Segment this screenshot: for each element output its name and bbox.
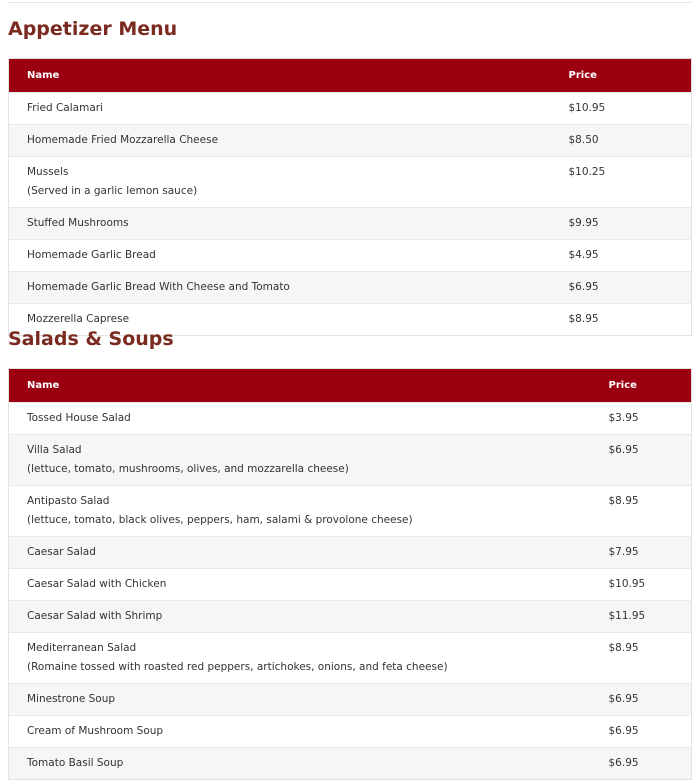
item-name-cell — [9, 208, 551, 240]
menu-item-row — [9, 240, 692, 272]
item-price: $6.95 — [591, 748, 692, 780]
item-price: $8.50 — [551, 125, 692, 157]
item-name: Mediterranean Salad — [27, 642, 137, 654]
item-name: Minestrone Soup — [27, 693, 116, 705]
item-name-cell — [9, 716, 591, 748]
item-price: $9.95 — [551, 208, 692, 240]
menu-item-row — [9, 208, 692, 240]
item-name-cell — [9, 569, 591, 601]
item-name-cell — [9, 486, 591, 537]
item-name-cell — [9, 633, 591, 684]
item-name-cell — [9, 748, 591, 780]
item-name-cell — [9, 272, 551, 304]
menu-item-row — [9, 157, 692, 208]
item-name: Tossed House Salad — [27, 412, 131, 424]
item-name-cell — [9, 403, 591, 435]
item-price: $6.95 — [591, 435, 692, 486]
item-price: $8.95 — [591, 633, 692, 684]
item-name: Cream of Mushroom Soup — [27, 725, 164, 737]
appetizer-menu-section — [8, 18, 692, 336]
item-name-cell — [9, 601, 591, 633]
item-name: Villa Salad — [27, 444, 82, 456]
menu-item-row — [9, 716, 692, 748]
item-price: $4.95 — [551, 240, 692, 272]
item-name: Fried Calamari — [27, 102, 103, 114]
item-description: (lettuce, tomato, black olives, peppers, ham, salami & provolone cheese) — [27, 514, 413, 526]
item-name-cell — [9, 240, 551, 272]
item-name: Caesar Salad with Shrimp — [27, 610, 163, 622]
column-header-name: Name — [27, 380, 60, 391]
menu-item-row — [9, 486, 692, 537]
salads-soups-section — [8, 328, 692, 780]
section-title: Appetizer Menu — [8, 18, 178, 40]
table-header-row — [9, 369, 692, 403]
menu-item-row — [9, 569, 692, 601]
item-name: Mozzerella Caprese — [27, 313, 130, 325]
item-price: $3.95 — [591, 403, 692, 435]
item-name-cell — [9, 125, 551, 157]
menu-item-row — [9, 93, 692, 125]
menu-item-row — [9, 601, 692, 633]
column-header-price: Price — [608, 380, 637, 391]
item-name: Homemade Garlic Bread — [27, 249, 156, 261]
item-name-cell — [9, 157, 551, 208]
table-header-row — [9, 59, 692, 93]
item-name-cell — [9, 435, 591, 486]
item-price: $8.95 — [591, 486, 692, 537]
item-price: $10.25 — [551, 157, 692, 208]
item-name-cell — [9, 93, 551, 125]
item-price: $10.95 — [551, 93, 692, 125]
column-header-name: Name — [27, 70, 60, 81]
item-name: Homemade Fried Mozzarella Cheese — [27, 134, 219, 146]
item-price: $8.95 — [551, 304, 692, 336]
salads-soups-table — [8, 368, 692, 780]
top-divider — [8, 0, 692, 3]
menu-item-row — [9, 748, 692, 780]
item-description: (lettuce, tomato, mushrooms, olives, and mozzarella cheese) — [27, 463, 349, 475]
menu-item-row — [9, 537, 692, 569]
item-name: Antipasto Salad — [27, 495, 110, 507]
section-title: Salads & Soups — [8, 328, 174, 350]
menu-item-row — [9, 403, 692, 435]
item-name: Homemade Garlic Bread With Cheese and Tomato — [27, 281, 290, 293]
menu-item-row — [9, 633, 692, 684]
menu-item-row — [9, 684, 692, 716]
item-name: Caesar Salad with Chicken — [27, 578, 167, 590]
item-name-cell — [9, 684, 591, 716]
item-description: (Romaine tossed with roasted red peppers, artichokes, onions, and feta cheese) — [27, 661, 448, 673]
item-description: (Served in a garlic lemon sauce) — [27, 185, 198, 197]
item-price: $10.95 — [591, 569, 692, 601]
item-price: $11.95 — [591, 601, 692, 633]
menu-item-row — [9, 272, 692, 304]
column-header-price: Price — [568, 70, 597, 81]
item-name: Mussels — [27, 166, 69, 178]
item-price: $7.95 — [591, 537, 692, 569]
appetizer-table — [8, 58, 692, 336]
item-name: Tomato Basil Soup — [27, 757, 124, 769]
item-price: $6.95 — [591, 684, 692, 716]
menu-item-row — [9, 125, 692, 157]
item-name: Stuffed Mushrooms — [27, 217, 129, 229]
item-name: Caesar Salad — [27, 546, 96, 558]
item-price: $6.95 — [591, 716, 692, 748]
menu-item-row — [9, 435, 692, 486]
item-price: $6.95 — [551, 272, 692, 304]
item-name-cell — [9, 537, 591, 569]
